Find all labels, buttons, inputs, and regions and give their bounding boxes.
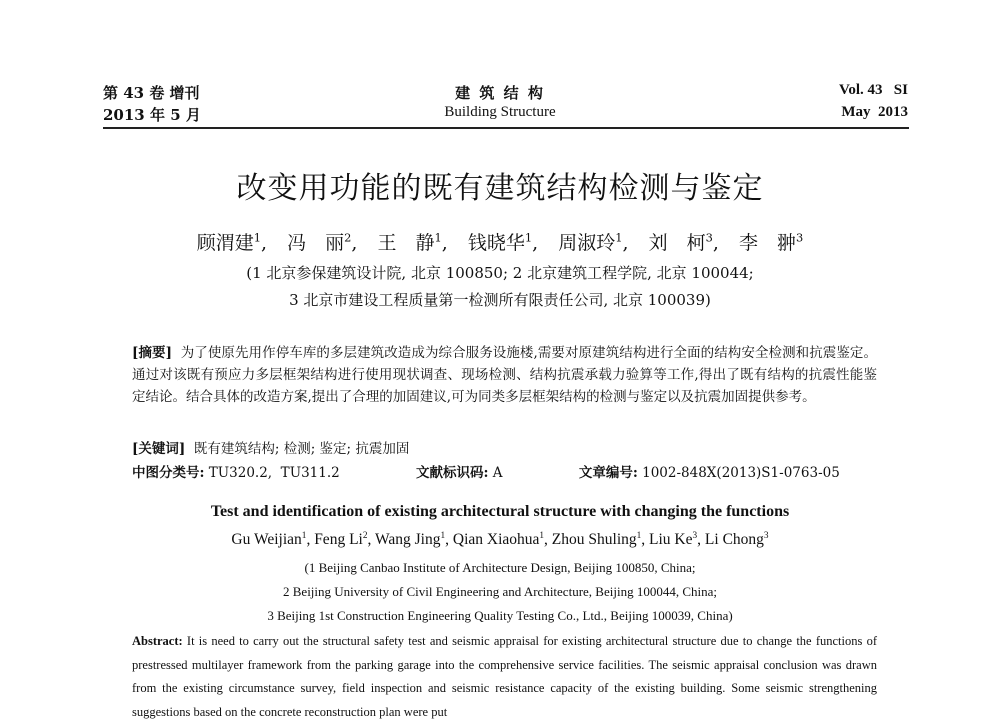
journal-name-cn: 建 筑 结 构 [455, 84, 545, 102]
affiliation-en-line-2: 2 Beijing University of Civil Engineering and Architecture, Beijing 100044, China; [283, 584, 717, 599]
abstract-en [132, 630, 877, 724]
abstract-cn-text: 为了使原先用作停车库的多层建筑改造成为综合服务设施楼,需要对原建筑结构进行全面的结构安全检测和抗震鉴定。通过对该既有预应力多层框架结构进行使用现状调查、现场检测、结构抗震承载力验算等工作,得出了既有结构的抗震性能鉴定结论。结合具体的改造方案,提出了合理的加固建议,可为同类多层框架结构的检测与鉴定以及抗震加固提供参考。 [132, 345, 877, 405]
author-en: Liu Ke$^3$, [649, 531, 705, 549]
author-en: Qian Xiaohua$^1$, [452, 531, 552, 549]
author-en: Gu Weijian$^1$, [231, 531, 315, 549]
authors-cn [0, 228, 1000, 255]
header-rule [103, 127, 909, 129]
paper-title-en: Test and identification of existing architectural structure with changing the functions [210, 503, 790, 520]
affiliation-en-line-1: (1 Beijing Canbao Institute of Architecture Design, Beijing 100850, China; [304, 560, 696, 575]
keywords-cn [132, 437, 409, 457]
author-cn: 冯 丽$^2$, [287, 230, 358, 254]
authors-en [0, 531, 1000, 549]
classification-line [132, 461, 912, 481]
author-en: Feng Li$^2$, [314, 531, 375, 549]
document-code: 文献标识码: A [416, 465, 503, 481]
author-en: Zhou Shuling$^1$, [551, 531, 650, 549]
abstract-en-label: Abstract: [132, 634, 183, 648]
date-en: May 2013 [841, 104, 908, 120]
author-en: Wang Jing$^1$, [374, 531, 453, 549]
date-cn: 2013 年 5 月 [103, 106, 201, 124]
journal-name-en: Building Structure [444, 104, 556, 120]
affiliation-cn-line-1: (1 北京参保建筑设计院, 北京 100850; 2 北京建筑工程学院, 北京 100044; [246, 264, 754, 282]
author-cn: 刘 柯$^3$, [648, 230, 719, 254]
author-en: Li Chong$^3$ [704, 531, 769, 549]
keywords-cn-label: [关键词] [132, 441, 186, 457]
author-cn: 钱晓华$^1$, [467, 230, 539, 254]
keywords-cn-text: 既有建筑结构; 检测; 鉴定; 抗震加固 [193, 441, 410, 457]
author-cn: 顾渭建$^1$, [196, 230, 268, 254]
clc-number: 中图分类号: TU320.2, TU311.2 [132, 465, 340, 481]
author-cn: 王 静$^1$, [377, 230, 448, 254]
abstract-cn-label: [摘要] [132, 345, 172, 361]
article-number: 文章编号: 1002-848X(2013)S1-0763-05 [578, 465, 840, 481]
volume-en: Vol. 43 SI [838, 82, 908, 98]
abstract-cn [132, 342, 877, 408]
affiliation-en-line-3: 3 Beijing 1st Construction Engineering Quality Testing Co., Ltd., Beijing 100039, China) [267, 608, 733, 623]
author-cn: 李 翀$^3$ [738, 230, 804, 254]
affiliation-cn-line-2: 3 北京市建设工程质量第一检测所有限责任公司, 北京 100039) [289, 291, 711, 309]
author-cn: 周淑玲$^1$, [558, 230, 629, 254]
paper-title-cn: 改变用功能的既有建筑结构检测与鉴定 [236, 171, 764, 206]
volume-cn: 第 43 卷 增刊 [103, 84, 200, 102]
abstract-en-text: It is need to carry out the structural safety test and seismic appraisal for existing architectural structure due to change the functions of prestressed multilayer framework from the parking garage into the comprehensive service facilities. The seismic appraisal conclusion was drawn from the existing circumstance survey, field inspection and seismic resistance capacity of the existing building. Some seismic strengthening suggestions based on the concrete reconstruction plan were put [132, 634, 877, 719]
